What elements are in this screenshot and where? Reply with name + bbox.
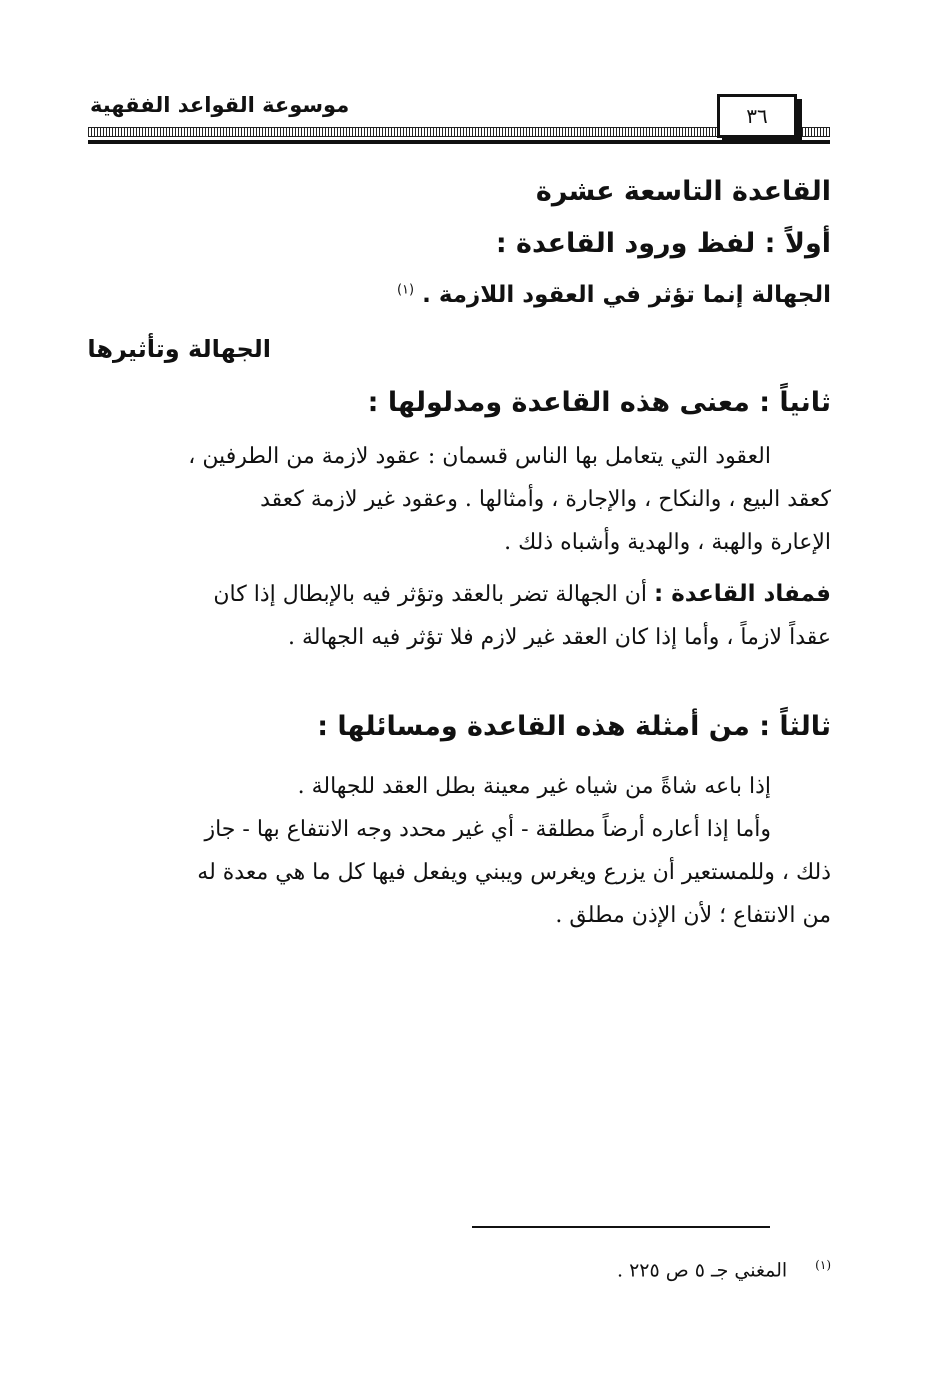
rule-title: القاعدة التاسعة عشرة — [535, 176, 831, 207]
example-line-2: وأما إذا أعاره أرضاً مطلقة - أي غير محدد وجه الانتفاع بها - جاز — [204, 817, 771, 842]
section2-heading: ثانياً : معنى هذه القاعدة ومدلولها : — [367, 387, 831, 418]
page-number: ٣٦ — [746, 104, 768, 128]
footnote-rule — [472, 1226, 770, 1228]
meaning-line-3: الإعارة والهبة ، والهدية وأشباه ذلك . — [504, 530, 831, 555]
benefit-line-1 — [89, 573, 831, 616]
benefit-text-1: أن الجهالة تضر بالعقد وتؤثر فيه بالإبطال إذا كان — [213, 582, 648, 607]
benefit-line-2: عقداً لازماً ، وأما إذا كان العقد غير لازم فلا تؤثر فيه الجهالة . — [287, 625, 831, 650]
benefit-label: فمفاد القاعدة : — [654, 581, 831, 607]
topic-label: الجهالة وتأثيرها — [87, 335, 271, 363]
meaning-line-1: العقود التي يتعامل بها الناس قسمان : عقود لازمة من الطرفين ، — [188, 444, 771, 469]
benefit-paragraph — [89, 573, 831, 659]
rule-quote: الجهالة إنما تؤثر في العقود اللازمة . — [422, 282, 831, 308]
rule-text — [397, 282, 831, 308]
example-line-3: ذلك ، وللمستعير أن يزرع ويغرس ويبني ويفعل فيها كل ما هي معدة له — [197, 860, 831, 885]
footnote-ref: (١) — [396, 282, 415, 298]
section1-heading: أولاً : لفظ ورود القاعدة : — [495, 228, 831, 259]
example-line-4: من الانتفاع ؛ لأن الإذن مطلق . — [555, 903, 831, 928]
section3-heading: ثالثاً : من أمثلة هذه القاعدة ومسائلها : — [317, 711, 831, 742]
page-number-box — [717, 94, 797, 138]
footnote-text: المغني جـ ٥ ص ٢٢٥ . — [616, 1259, 788, 1282]
meaning-line-2: كعقد البيع ، والنكاح ، والإجارة ، وأمثالها . وعقود غير لازمة كعقد — [260, 487, 831, 512]
header-rule — [88, 140, 830, 144]
footnote-mark: (١) — [815, 1258, 831, 1272]
footnote — [617, 1258, 831, 1281]
examples-paragraph — [89, 765, 831, 937]
meaning-paragraph — [89, 435, 831, 564]
example-line-1: إذا باعه شاةً من شياه غير معينة بطل العقد للجهالة . — [297, 774, 771, 799]
running-header-title: موسوعة القواعد الفقهية — [90, 93, 350, 117]
